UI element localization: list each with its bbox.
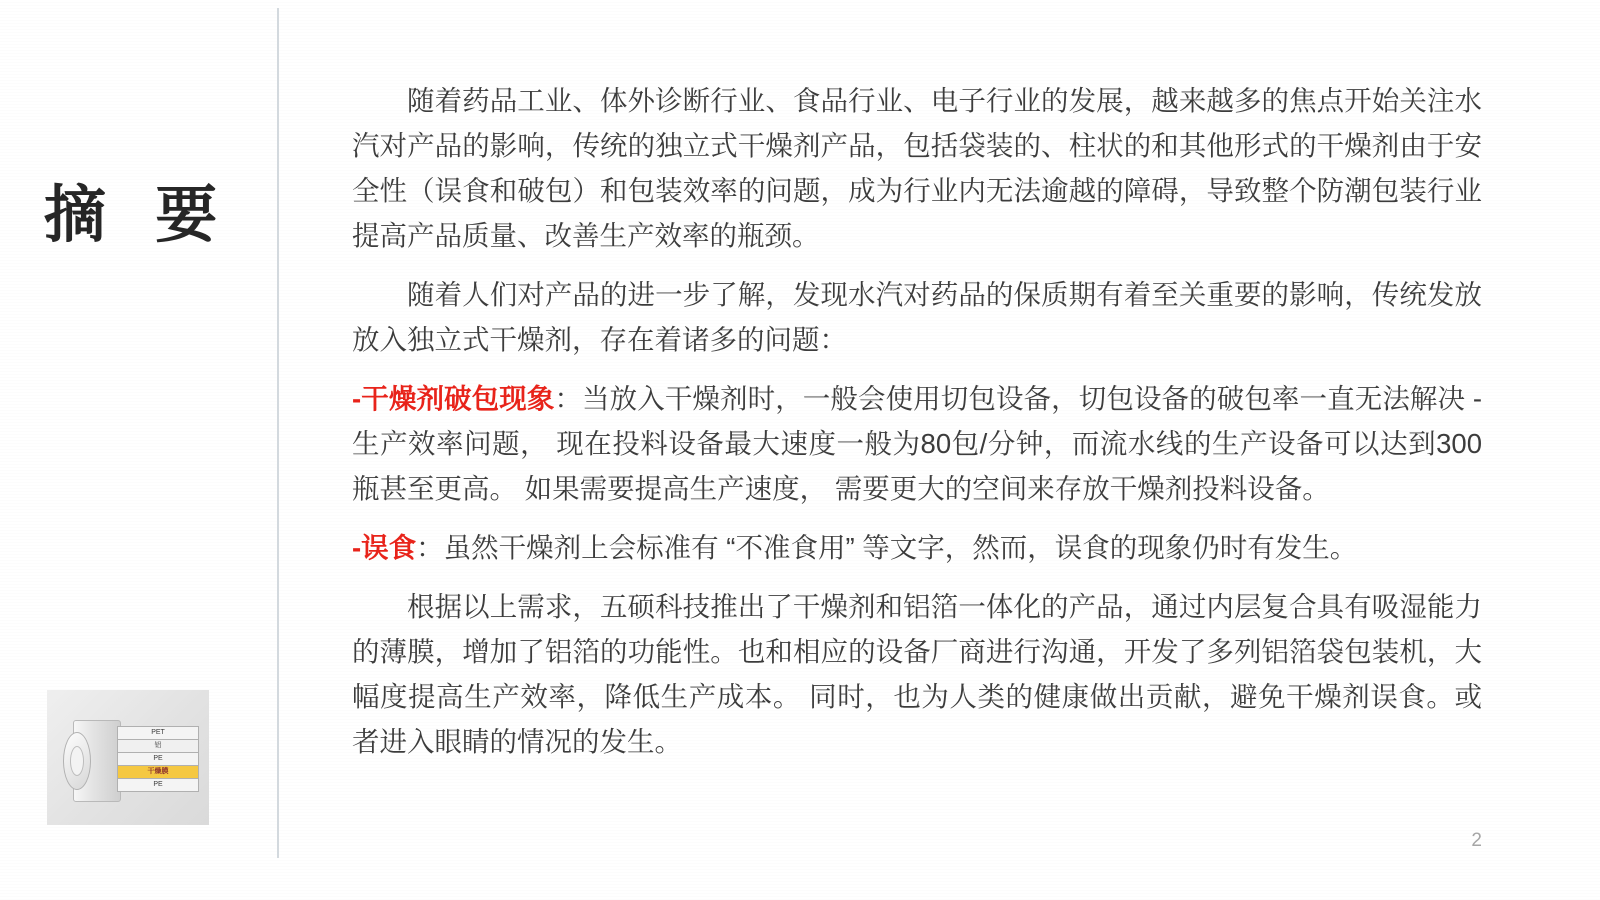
slide-left-column [0, 0, 278, 900]
vertical-divider [277, 8, 279, 858]
paragraph-4 [352, 525, 1482, 570]
page-title: 摘 要 [44, 181, 234, 250]
layer-label-pet: PET [117, 726, 199, 739]
issue-label-broken-bag: -干燥剂破包现象 [352, 383, 555, 414]
paragraph-5: 根据以上需求，五硕科技推出了干燥剂和铝箔一体化的产品，通过内层复合具有吸湿能力的薄膜，增加了铝箔的功能性。也和相应的设备厂商进行沟通，开发了多列铝箔袋包装机，大幅度提高生产效率，降低生产成本。 同时，也为人类的健康做出贡献，避免干燥剂误食。或者进入眼睛的情况的发生。 [352, 591, 1482, 757]
layer-label-pe-bottom: PE [117, 778, 199, 792]
paragraph-4-text: ：虽然干燥剂上会标准有 “不准食用” 等文字，然而，误食的现象仍时有发生。 [416, 532, 1358, 563]
roll-inner-hole [70, 746, 84, 776]
layer-stack [117, 726, 199, 792]
roll-icon [63, 720, 121, 800]
issue-label-ingestion: -误食 [352, 532, 417, 563]
layer-label-dry-film: 干燥膜 [117, 765, 199, 778]
paragraph-3-text: ：当放入干燥剂时，一般会使用切包设备，切包设备的破包率一直无法解决 -生产效率问题， 现在投料设备最大速度一般为80包/分钟，而流水线的生产设备可以达到300瓶甚至更高。 如果需要提高生产速度， 需要更大的空间来存放干燥剂投料设备。 [352, 383, 1482, 504]
paragraph-3 [352, 376, 1482, 511]
layer-label-pe-top: PE [117, 752, 199, 765]
paragraph-2: 随着人们对产品的进一步了解，发现水汽对药品的保质期有着至关重要的影响，传统发放放入独立式干燥剂，存在着诸多的问题： [352, 279, 1482, 355]
desiccant-foil-roll-diagram [47, 690, 209, 825]
layer-label-al: 铝 [117, 739, 199, 752]
paragraph-1: 随着药品工业、体外诊断行业、食品行业、电子行业的发展，越来越多的焦点开始关注水汽对产品的影响，传统的独立式干燥剂产品，包括袋装的、柱状的和其他形式的干燥剂由于安全性（误食和破包）和包装效率的问题，成为行业内无法逾越的障碍，导致整个防潮包装行业提高产品质量、改善生产效率的瓶颈。 [352, 85, 1482, 251]
body-text-area [352, 78, 1482, 778]
page-number: 2 [1471, 830, 1482, 851]
